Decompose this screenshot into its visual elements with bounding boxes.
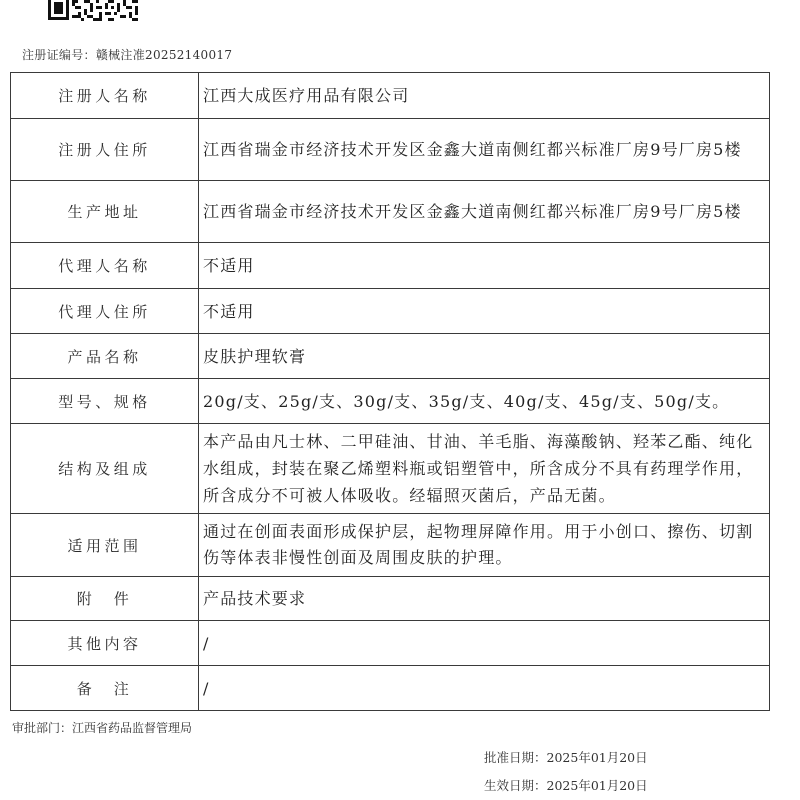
registration-table: [10, 72, 770, 711]
attachments-label: 附 件: [11, 577, 199, 621]
certificate-number-label: 注册证编号：: [22, 48, 96, 62]
scope-of-application-cell: [199, 514, 770, 577]
certificate-number-value: 赣械注准20252140017: [95, 48, 233, 62]
registrant-name-label: 注册人名称: [11, 73, 199, 119]
approval-department-label: 审批部门：: [12, 721, 73, 735]
model-spec-value: 20g/支、25g/支、30g/支、35g/支、40g/支、45g/支、50g/支。: [203, 391, 730, 411]
structure-composition-label: 结构及组成: [11, 424, 199, 514]
effective-date: [484, 776, 648, 794]
attachments-value: 产品技术要求: [203, 589, 307, 608]
other-content-value: /: [203, 633, 210, 653]
approval-date-label: 批准日期：: [484, 750, 547, 765]
product-name-value: 皮肤护理软膏: [203, 346, 307, 366]
agent-address-value: 不适用: [203, 301, 255, 321]
effective-date-label: 生效日期：: [484, 778, 547, 793]
agent-address-cell: [199, 289, 770, 334]
remarks-label: 备 注: [11, 666, 199, 711]
agent-address-label: 代理人住所: [11, 289, 199, 334]
other-content-cell: [199, 621, 770, 666]
structure-composition-cell: [199, 424, 770, 514]
registrant-address-cell: [199, 119, 770, 181]
row-production-address: [11, 181, 770, 243]
approval-department-value: 江西省药品监督管理局: [72, 721, 193, 735]
approval-date-value: 2025年01月20日: [546, 750, 648, 765]
scope-of-application-value: 通过在创面表面形成保护层，起物理屏障作用。用于小创口、擦伤、切割伤等体表非慢性创面及周围皮肤的护理。: [203, 522, 754, 567]
qr-code: [48, 0, 140, 22]
agent-name-label: 代理人名称: [11, 243, 199, 289]
effective-date-value: 2025年01月20日: [546, 778, 648, 793]
product-name-cell: [199, 334, 770, 379]
scope-of-application-label: 适用范围: [11, 514, 199, 577]
row-agent-address: [11, 289, 770, 334]
row-registrant-address: [11, 119, 770, 181]
row-product-name: [11, 334, 770, 379]
registrant-address-value: 江西省瑞金市经济技术开发区金鑫大道南侧红都兴标准厂房9号厂房5楼: [203, 140, 742, 159]
model-spec-label: 型号、规格: [11, 379, 199, 424]
production-address-cell: [199, 181, 770, 243]
agent-name-value: 不适用: [203, 256, 255, 275]
approval-date: [484, 748, 648, 766]
attachments-cell: [199, 577, 770, 621]
registration-certificate-number: [22, 46, 232, 63]
row-agent-name: [11, 243, 770, 289]
agent-name-cell: [199, 243, 770, 289]
remarks-cell: [199, 666, 770, 711]
registrant-name-cell: [199, 73, 770, 119]
product-name-label: 产品名称: [11, 334, 199, 379]
row-other-content: [11, 621, 770, 666]
production-address-label: 生产地址: [11, 181, 199, 243]
row-scope-of-application: [11, 514, 770, 577]
row-registrant-name: [11, 73, 770, 119]
row-model-spec: [11, 379, 770, 424]
other-content-label: 其他内容: [11, 621, 199, 666]
production-address-value: 江西省瑞金市经济技术开发区金鑫大道南侧红都兴标准厂房9号厂房5楼: [203, 202, 742, 221]
row-structure-composition: [11, 424, 770, 514]
approval-department: [12, 719, 192, 736]
registrant-address-label: 注册人住所: [11, 119, 199, 181]
row-attachments: [11, 577, 770, 621]
row-remarks: [11, 666, 770, 711]
model-spec-cell: [199, 379, 770, 424]
structure-composition-value: 本产品由凡士林、二甲硅油、甘油、羊毛脂、海藻酸钠、羟苯乙酯、纯化水组成，封装在聚乙烯塑料瓶或铝塑管中，所含成分不具有药理学作用，所含成分不可被人体吸收。经辐照灭菌后，产品无菌。: [203, 432, 754, 505]
remarks-value: /: [203, 678, 210, 698]
registrant-name-value: 江西大成医疗用品有限公司: [203, 86, 410, 105]
